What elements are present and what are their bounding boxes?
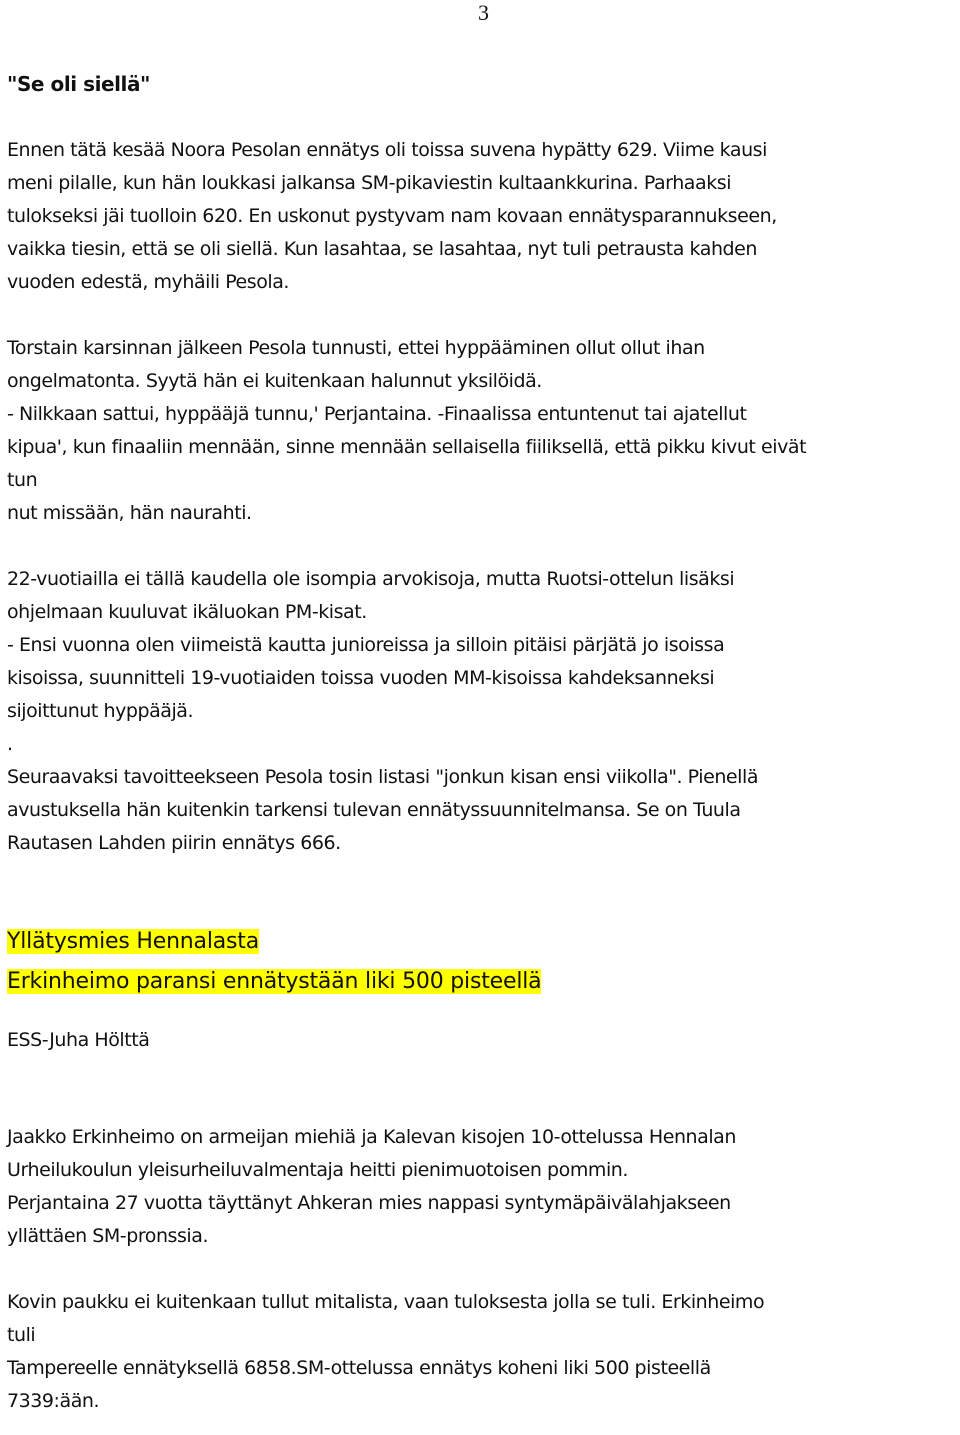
headline-block bbox=[7, 922, 957, 1002]
headline-secondary: Erkinheimo paransi ennätystään liki 500 pisteellä bbox=[7, 969, 542, 994]
byline: ESS-Juha Hölttä bbox=[7, 1029, 150, 1051]
article2-paragraph-1: Jaakko Erkinheimo on armeijan miehiä ja Kalevan kisojen 10-ottelussa Hennalan Urheilukoulun yleisurheiluvalmentaja heitti pienimuotoisen pommin. Perjantaina 27 vuotta täyttänyt Ahkeran mies nappasi syntymäpäivälahjakseen yllättäen SM-pronssia. bbox=[7, 1126, 736, 1247]
headline-primary: Yllätysmies Hennalasta bbox=[7, 929, 259, 954]
article-title: "Se oli siellä" bbox=[7, 72, 150, 96]
page-number: 3 bbox=[478, 0, 489, 25]
article-paragraph-1: Ennen tätä kesää Noora Pesolan ennätys oli toissa suvena hypätty 629. Viime kausi meni pilalle, kun hän loukkasi jalkansa SM-pikaviestin kultaankkurina. Parhaaksi tulokseksi jäi tuolloin 620. En uskonut pystyvam nam kovaan ennätysparannukseen, vaikka tiesin, että se oli siellä. Kun lasahtaa, se lasahtaa, nyt tuli petrausta kahden vuoden edestä, myhäili Pesola. bbox=[7, 139, 777, 293]
article2-paragraph-2: Kovin paukku ei kuitenkaan tullut mitalista, vaan tuloksesta jolla se tuli. Erkinheimo tuli Tampereelle ennätyksellä 6858.SM-ottelussa ennätys koheni liki 500 pisteellä 7339:ään. bbox=[7, 1291, 765, 1412]
article-paragraph-3: 22-vuotiailla ei tällä kaudella ole isompia arvokisoja, mutta Ruotsi-ottelun lisäksi ohjelmaan kuuluvat ikäluokan PM-kisat. - Ensi vuonna olen viimeistä kautta junioreissa ja silloin pitäisi pärjätä jo isoissa kisoissa, suunnitteli 19-vuotiaiden toissa vuoden MM-kisoissa kahdeksanneksi sijoittunut hyppääjä. . Seuraavaksi tavoitteekseen Pesola tosin listasi "jonkun kisan ensi viikolla". Pienellä avustuksella hän kuitenkin tarkensi tulevan ennätyssuunnitelmansa. Se on Tuula Rautasen Lahden piirin ennätys 666. bbox=[7, 568, 759, 854]
article-paragraph-2: Torstain karsinnan jälkeen Pesola tunnusti, ettei hyppääminen ollut ollut ihan ongelmatonta. Syytä hän ei kuitenkaan halunnut yksilöidä. - Nilkkaan sattui, hyppääjä tunnu,' Perjantaina. -Finaalissa entuntenut tai ajatellut kipua', kun finaaliin mennään, sinne mennään sellaisella fiiliksellä, että pikku kivut eivät tun nut missään, hän naurahti. bbox=[7, 337, 807, 524]
document-body bbox=[7, 68, 957, 1418]
